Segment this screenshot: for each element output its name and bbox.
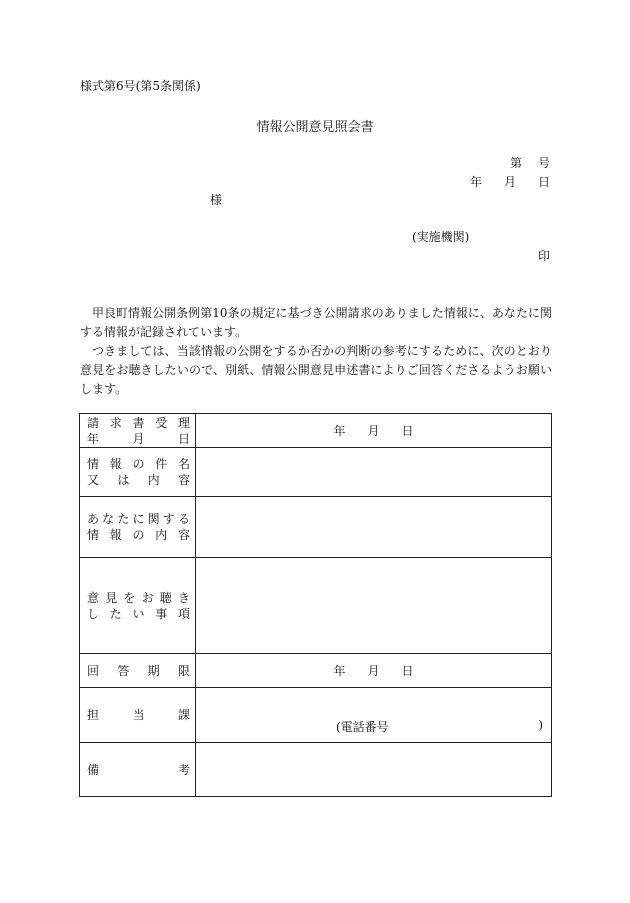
label-char: 項 bbox=[177, 606, 190, 621]
label-char: 名 bbox=[177, 457, 190, 471]
label-char: 容 bbox=[177, 473, 190, 487]
label-char: 備 bbox=[87, 762, 100, 777]
document-date-line bbox=[470, 176, 550, 188]
label-line bbox=[87, 707, 190, 723]
label-char: 意 bbox=[87, 590, 100, 605]
row-label bbox=[80, 654, 196, 688]
label-line bbox=[87, 663, 190, 679]
label-char: 限 bbox=[177, 663, 190, 678]
label-line bbox=[87, 472, 190, 488]
label-char: 報 bbox=[109, 457, 122, 471]
label-line bbox=[87, 511, 190, 527]
row-value-cell[interactable] bbox=[196, 558, 552, 654]
seal-mark: 印 bbox=[537, 249, 550, 263]
label-char: 期 bbox=[147, 663, 160, 678]
label-char: き bbox=[177, 590, 190, 605]
label-char: す bbox=[162, 512, 175, 526]
label-char: な bbox=[102, 512, 115, 526]
label-char: し bbox=[87, 606, 100, 621]
row-label bbox=[80, 414, 196, 448]
document-title: 情報公開意見照会書 bbox=[256, 120, 374, 135]
implementing-agency-label: (実施機関) bbox=[412, 230, 470, 244]
table-row bbox=[80, 688, 552, 743]
body-paragraph-2: つきましては、当該情報の公開をするか否かの判断の参考にするために、次のとおり意見をお聴きしたいので、別紙、情報公開意見申述書によりご回答くださるようお願いします。 bbox=[80, 344, 552, 396]
table-row bbox=[80, 414, 552, 448]
label-line bbox=[87, 456, 190, 472]
row-value-cell[interactable] bbox=[196, 654, 552, 688]
label-char: 課 bbox=[177, 708, 190, 722]
table-row bbox=[80, 448, 552, 497]
date-unit: 年 bbox=[333, 664, 346, 678]
date-year: 年 bbox=[470, 175, 483, 189]
label-char: 内 bbox=[155, 528, 168, 542]
date-day: 日 bbox=[537, 175, 550, 189]
label-char: 理 bbox=[177, 415, 190, 430]
label-line bbox=[87, 527, 190, 543]
row-value-cell[interactable] bbox=[196, 688, 552, 743]
row-value-cell[interactable] bbox=[196, 743, 552, 797]
label-char: 請 bbox=[87, 415, 100, 430]
phone-close-paren: ) bbox=[538, 718, 543, 732]
date-placeholder bbox=[196, 662, 551, 679]
body-paragraph-1: 甲良町情報公開条例第10条の規定に基づき公開請求のありました情報に、あなたに関する情報が記録されています。 bbox=[80, 306, 552, 339]
label-char: は bbox=[117, 473, 130, 487]
label-char: 年 bbox=[87, 431, 100, 446]
label-line bbox=[87, 415, 190, 431]
label-char: 又 bbox=[87, 473, 100, 487]
label-char: 情 bbox=[87, 528, 100, 542]
phone-label: (電話番号 bbox=[336, 720, 389, 734]
label-line bbox=[87, 606, 190, 622]
label-char: の bbox=[132, 457, 145, 471]
number-prefix: 第 bbox=[510, 156, 523, 170]
date-unit: 日 bbox=[401, 664, 414, 678]
row-value-cell[interactable] bbox=[196, 497, 552, 558]
label-char: た bbox=[109, 606, 122, 621]
label-char: 報 bbox=[109, 528, 122, 542]
label-char: 考 bbox=[177, 762, 190, 777]
row-label bbox=[80, 688, 196, 743]
table-row bbox=[80, 497, 552, 558]
label-char: た bbox=[117, 512, 130, 526]
row-label bbox=[80, 497, 196, 558]
date-unit: 月 bbox=[367, 424, 380, 438]
row-label bbox=[80, 743, 196, 797]
addressee-suffix: 様 bbox=[210, 193, 223, 207]
row-value-cell[interactable] bbox=[196, 448, 552, 497]
label-char: る bbox=[177, 512, 190, 526]
label-char: 内 bbox=[147, 473, 160, 487]
row-label bbox=[80, 558, 196, 654]
date-unit: 月 bbox=[367, 664, 380, 678]
label-line bbox=[87, 431, 190, 447]
row-label bbox=[80, 448, 196, 497]
table-row bbox=[80, 558, 552, 654]
row-value-cell[interactable] bbox=[196, 414, 552, 448]
label-char: 情 bbox=[87, 457, 100, 471]
label-char: 回 bbox=[87, 663, 100, 678]
label-char: 受 bbox=[155, 415, 168, 430]
label-char: 当 bbox=[132, 708, 145, 722]
label-char: 事 bbox=[155, 606, 168, 621]
label-char: 日 bbox=[177, 431, 190, 446]
label-line bbox=[87, 762, 190, 778]
label-char: 容 bbox=[177, 528, 190, 542]
label-char: 件 bbox=[155, 457, 168, 471]
label-char: の bbox=[132, 528, 145, 542]
number-suffix: 号 bbox=[537, 156, 550, 170]
date-placeholder bbox=[196, 422, 551, 439]
label-char: 聴 bbox=[159, 590, 172, 605]
label-char: あ bbox=[87, 512, 100, 526]
label-char: い bbox=[132, 606, 145, 621]
label-char: 関 bbox=[147, 512, 160, 526]
document-number-line bbox=[510, 157, 550, 169]
date-month: 月 bbox=[503, 175, 516, 189]
phone-number-field bbox=[336, 718, 543, 735]
table-row bbox=[80, 654, 552, 688]
label-char: 求 bbox=[109, 415, 122, 430]
label-char: 書 bbox=[132, 415, 145, 430]
label-char: を bbox=[123, 590, 136, 605]
date-unit: 年 bbox=[333, 424, 346, 438]
label-char: 担 bbox=[87, 708, 100, 722]
label-line bbox=[87, 590, 190, 606]
label-char: お bbox=[141, 590, 154, 605]
inquiry-form-table bbox=[79, 413, 552, 797]
table-row bbox=[80, 743, 552, 797]
label-char: 見 bbox=[105, 590, 118, 605]
label-char: 答 bbox=[117, 663, 130, 678]
label-char: に bbox=[132, 512, 145, 526]
form-number: 様式第6号(第5条関係) bbox=[80, 79, 201, 93]
date-unit: 日 bbox=[401, 424, 414, 438]
label-char: 月 bbox=[132, 431, 145, 446]
